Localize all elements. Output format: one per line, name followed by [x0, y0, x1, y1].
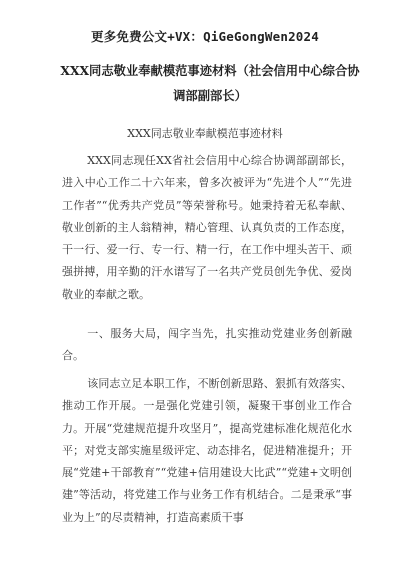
- body-paragraph-1: XXX同志现任XX省社会信用中心综合协调部副部长，进入中心工作二十六年来，曾多次被评为“先进个人”“先进工作者”“优秀共产党员”等荣誉称号。她秉持着无私奉献、敬业创新的主人翁精神，精心管理、认真负责的工作态度，干一行、爱一行、专一行、精一行，在工作中埋头苦干、顽强拼搏，用辛勤的汗水谱写了一名共产党员创先争优、爱岗敬业的奉献之歌。: [62, 154, 352, 301]
- promo-banner: 更多免费公文+VX：QiGeGongWen2024: [91, 29, 319, 44]
- section-heading-1: 一、服务大局，闯字当先，扎实推动党建业务创新融合。: [62, 327, 352, 363]
- document-subtitle: XXX同志敬业奉献模范事迹材料: [127, 127, 283, 140]
- body-paragraph-2: 该同志立足本职工作，不断创新思路、狠抓有效落实、推动工作开展。一是强化党建引领，凝聚干事创业工作合力。开展“党建规范提升攻坚月”，提高党建标准化规范化水平；对党支部实施星级评定、动态排名，促进精准提升；开展“党建+干部教育”“党建+信用建设大比武”“党建+文明创建”等活动，将党建工作与业务工作有机结合。二是秉承“事业为上”的尽责精神，打造高素质干事: [62, 377, 352, 524]
- document-title: XXX同志敬业奉献模范事迹材料（社会信用中心综合协调部副部长）: [60, 63, 360, 103]
